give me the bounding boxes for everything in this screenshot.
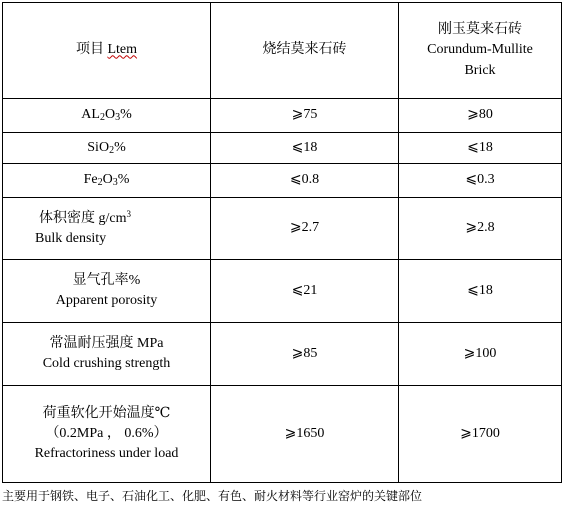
value-sintered: ⩽21 bbox=[211, 260, 399, 323]
sintered-mullite-header: 烧结莫来石砖 bbox=[211, 3, 399, 99]
value-sintered: ⩾2.7 bbox=[211, 198, 399, 260]
value-sintered: ⩾1650 bbox=[211, 386, 399, 483]
label-cold-crushing-strength: 常温耐压强度 MPa Cold crushing strength bbox=[3, 323, 211, 386]
value-corundum: ⩾2.8 bbox=[399, 198, 562, 260]
label-refractoriness-under-load: 荷重软化开始温度℃ （0.2MPa ， 0.6%） Refractoriness under load bbox=[3, 386, 211, 483]
table-row bbox=[3, 198, 562, 260]
item-header-en: Ltem bbox=[107, 42, 138, 58]
table-row bbox=[3, 99, 562, 133]
corundum-mullite-header bbox=[399, 3, 562, 99]
header-row bbox=[3, 3, 562, 99]
value-corundum: ⩽0.3 bbox=[399, 164, 562, 198]
label-sio2: SiO$_2$% bbox=[3, 133, 211, 164]
value-corundum: ⩽18 bbox=[399, 260, 562, 323]
value-sintered: ⩾85 bbox=[211, 323, 399, 386]
corundum-header-en-2: Brick bbox=[464, 62, 496, 78]
table-row bbox=[3, 133, 562, 164]
corundum-header-zh: 刚玉莫来石砖 bbox=[438, 22, 522, 38]
corundum-header-en-1: Corundum-Mullite bbox=[427, 42, 533, 58]
item-header-zh: 项目 bbox=[75, 42, 104, 58]
table-row bbox=[3, 386, 562, 483]
value-sintered: ⩾75 bbox=[211, 99, 399, 133]
properties-table bbox=[2, 2, 562, 483]
label-bulk-density: 体积密度 $g/cm^3$ Bulk density bbox=[3, 198, 211, 260]
item-header-cell bbox=[3, 3, 211, 99]
value-corundum: ⩾80 bbox=[399, 99, 562, 133]
value-sintered: ⩽0.8 bbox=[211, 164, 399, 198]
label-al2o3: $AL_2O_3\%$ bbox=[3, 99, 211, 133]
label-fe2o3: $Fe_2O_3\%$ bbox=[3, 164, 211, 198]
value-corundum: ⩾100 bbox=[399, 323, 562, 386]
table-row bbox=[3, 164, 562, 198]
table-row bbox=[3, 260, 562, 323]
value-corundum: ⩽18 bbox=[399, 133, 562, 164]
label-apparent-porosity: 显气孔率% Apparent porosity bbox=[3, 260, 211, 323]
value-corundum: ⩾1700 bbox=[399, 386, 562, 483]
table-row bbox=[3, 323, 562, 386]
value-sintered: ⩽18 bbox=[211, 133, 399, 164]
application-note: 主要用于钢铁、电子、石油化工、化肥、有色、耐火材料等行业窑炉的关键部位 bbox=[2, 489, 423, 503]
